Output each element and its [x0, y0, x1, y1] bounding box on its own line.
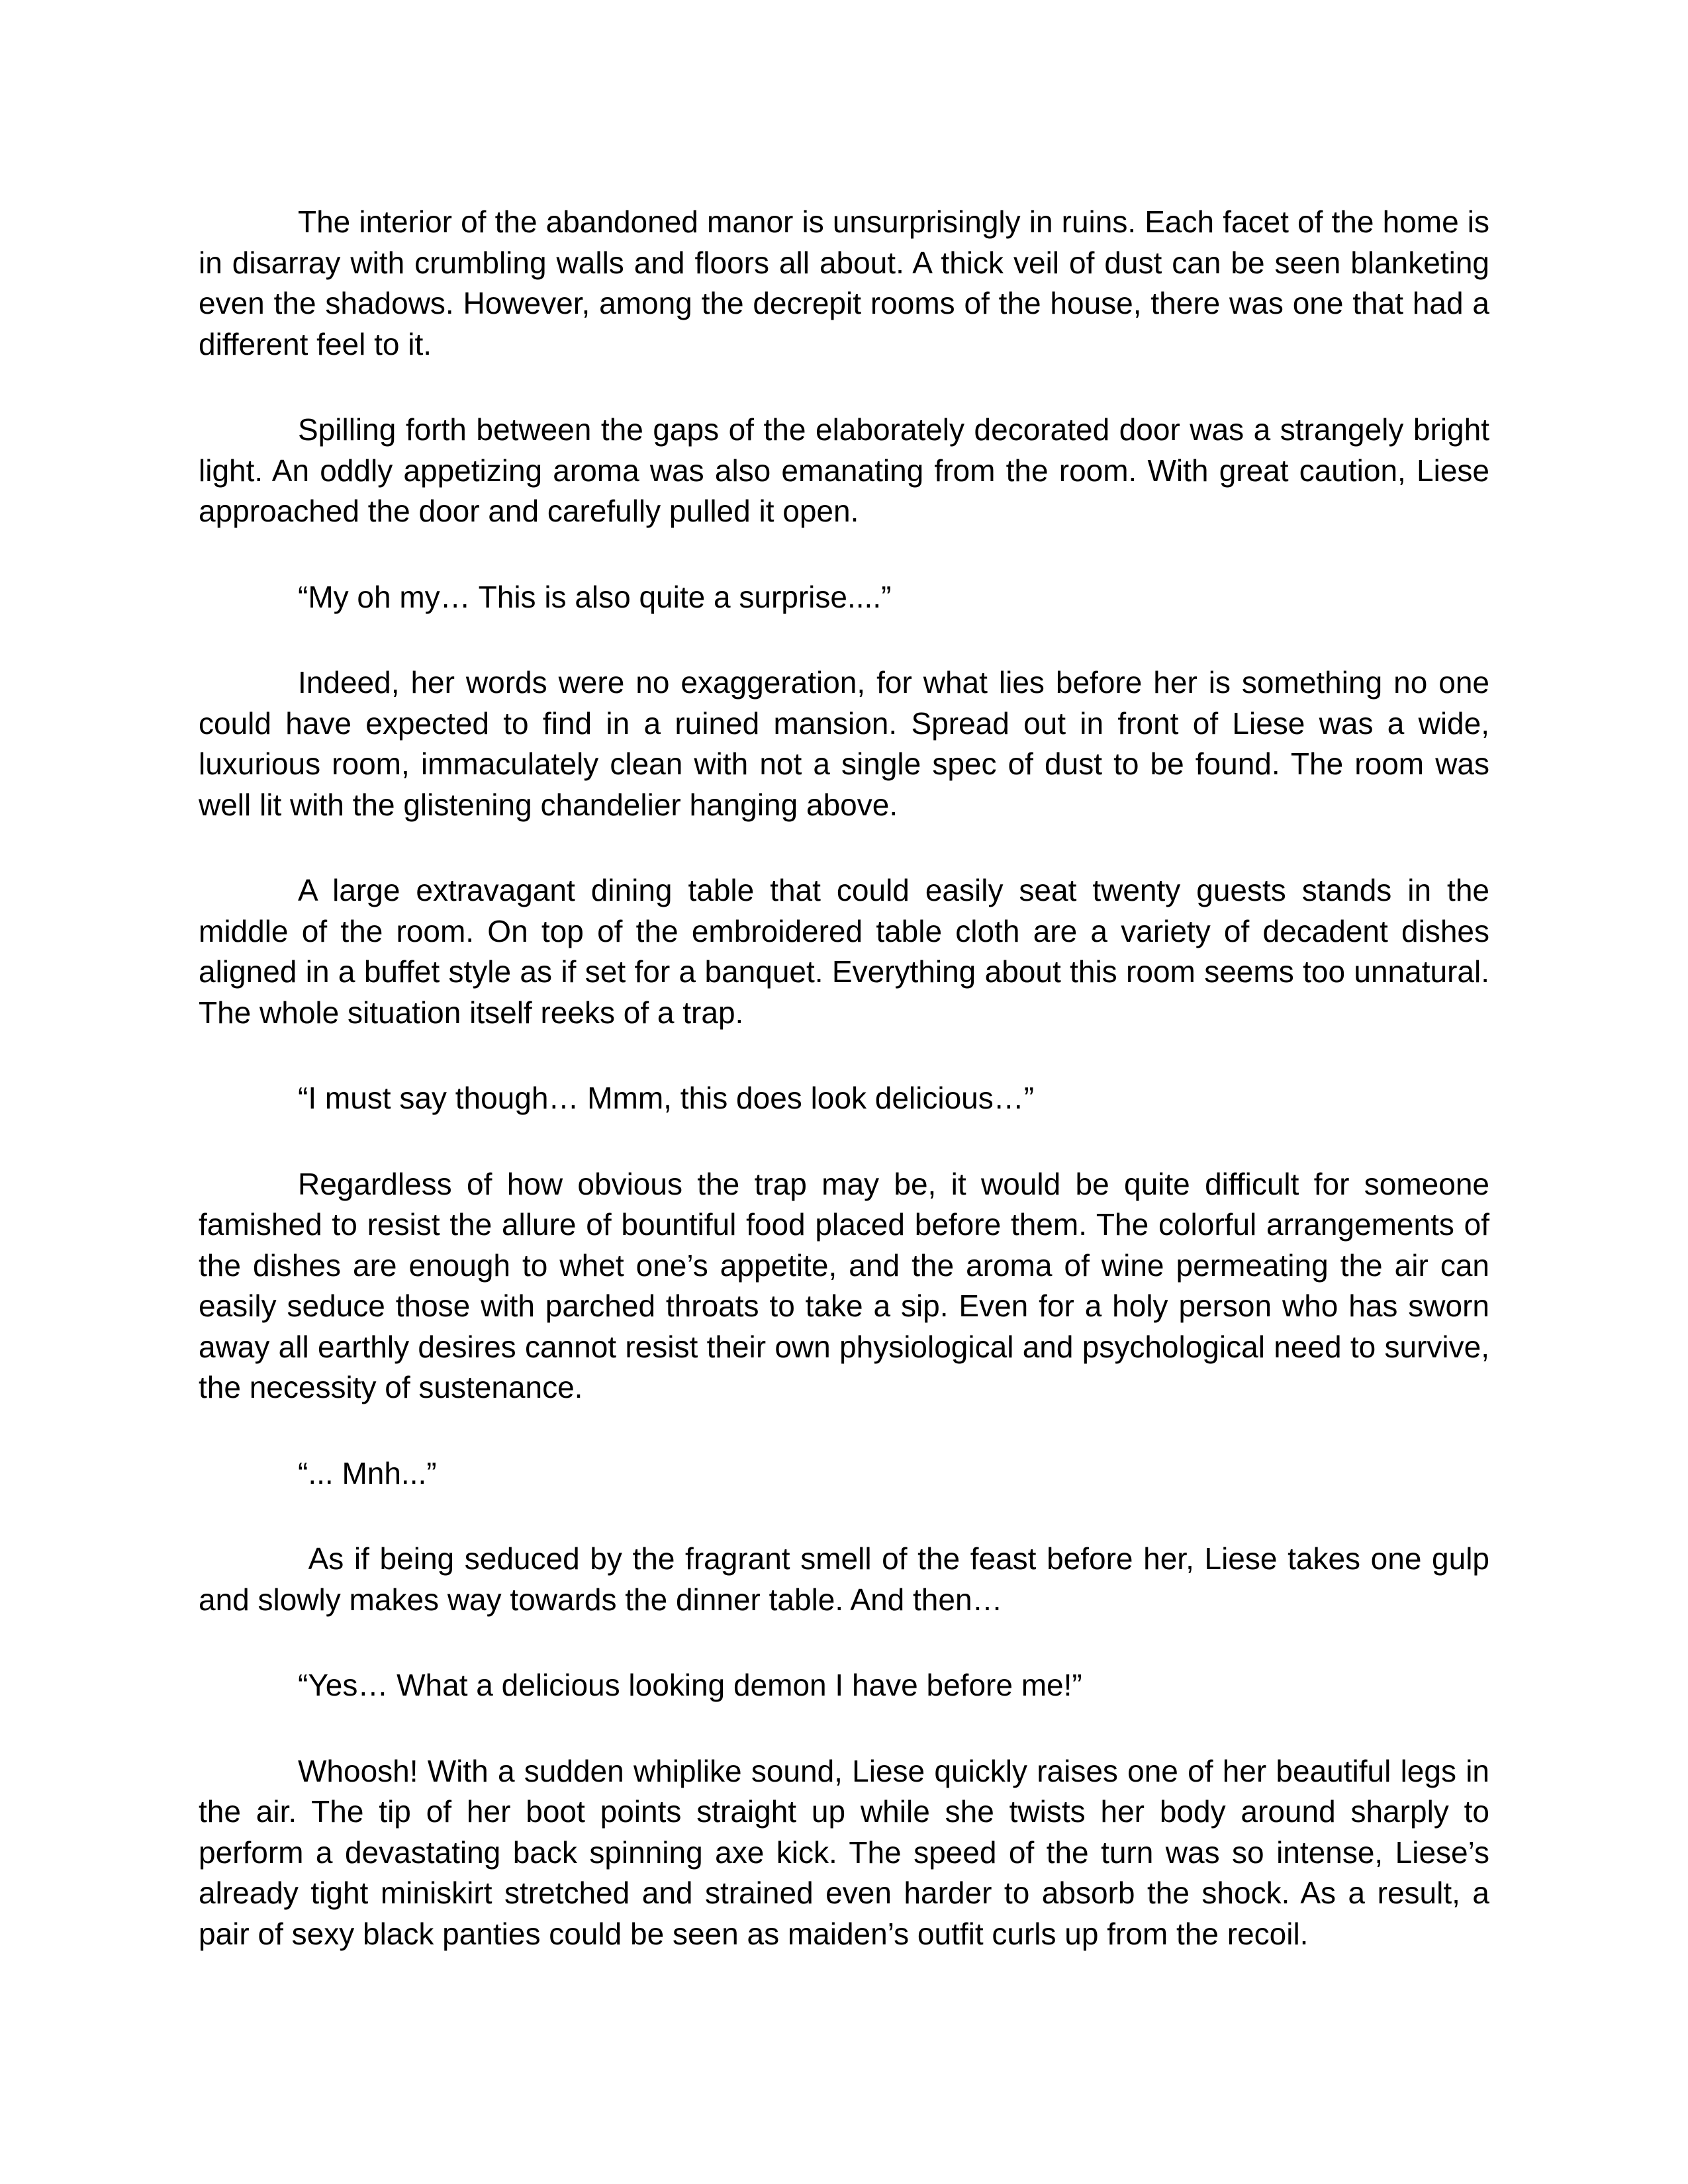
paragraph: “I must say though… Mmm, this does look delicious…”	[298, 1081, 1035, 1115]
paragraph: “... Mnh...”	[298, 1455, 437, 1490]
paragraph: As if being seduced by the fragrant smell of the feast before her, Liese takes one gulp and slowly makes way towards the dinner table. And then…	[199, 1541, 1489, 1617]
paragraph: Whoosh! With a sudden whiplike sound, Liese quickly raises one of her beautiful legs in the air. The tip of her boot points straight up while she twists her body around sharply to perform a devastating back spinning axe kick. The speed of the turn was so intense, Liese’s already tight miniskirt stretched and strained even harder to absorb the shock. As a result, a pair of sexy black panties could be seen as maiden’s outfit curls up from the recoil.	[199, 1753, 1489, 1951]
paragraph: The interior of the abandoned manor is unsurprisingly in ruins. Each facet of the home is in disarray with crumbling walls and floors all about. A thick veil of dust can be seen blanketing even the shadows. However, among the decrepit rooms of the house, there was one that had a different feel to it.	[199, 205, 1489, 361]
paragraph: Regardless of how obvious the trap may be, it would be quite difficult for someone famished to resist the allure of bountiful food placed before them. The colorful arrangements of the dishes are enough to whet one’s appetite, and the aroma of wine permeating the air can easily seduce those with parched throats to take a sip. Even for a holy person who has sworn away all earthly desires cannot resist their own physiological and psychological need to survive, the necessity of sustenance.	[199, 1166, 1489, 1404]
paragraph: “Yes… What a delicious looking demon I have before me!”	[298, 1668, 1082, 1702]
paragraph: A large extravagant dining table that could easily seat twenty guests stands in the middle of the room. On top of the embroidered table cloth are a variety of decadent dishes aligned in a buffet style as if set for a banquet. Everything about this room seems too unnatural. The whole situation itself reeks of a trap.	[199, 873, 1489, 1030]
paragraph: Indeed, her words were no exaggeration, for what lies before her is something no one could have expected to find in a ruined mansion. Spread out in front of Liese was a wide, luxurious room, immaculately clean with not a single spec of dust to be found. The room was well lit with the glistening chandelier hanging above.	[199, 665, 1489, 822]
document-text-body	[199, 202, 1489, 1954]
paragraph: “My oh my… This is also quite a surprise....”	[298, 579, 892, 614]
paragraph: Spilling forth between the gaps of the elaborately decorated door was a strangely bright light. An oddly appetizing aroma was also emanating from the room. With great caution, Liese approached the door and carefully pulled it open.	[199, 412, 1489, 528]
